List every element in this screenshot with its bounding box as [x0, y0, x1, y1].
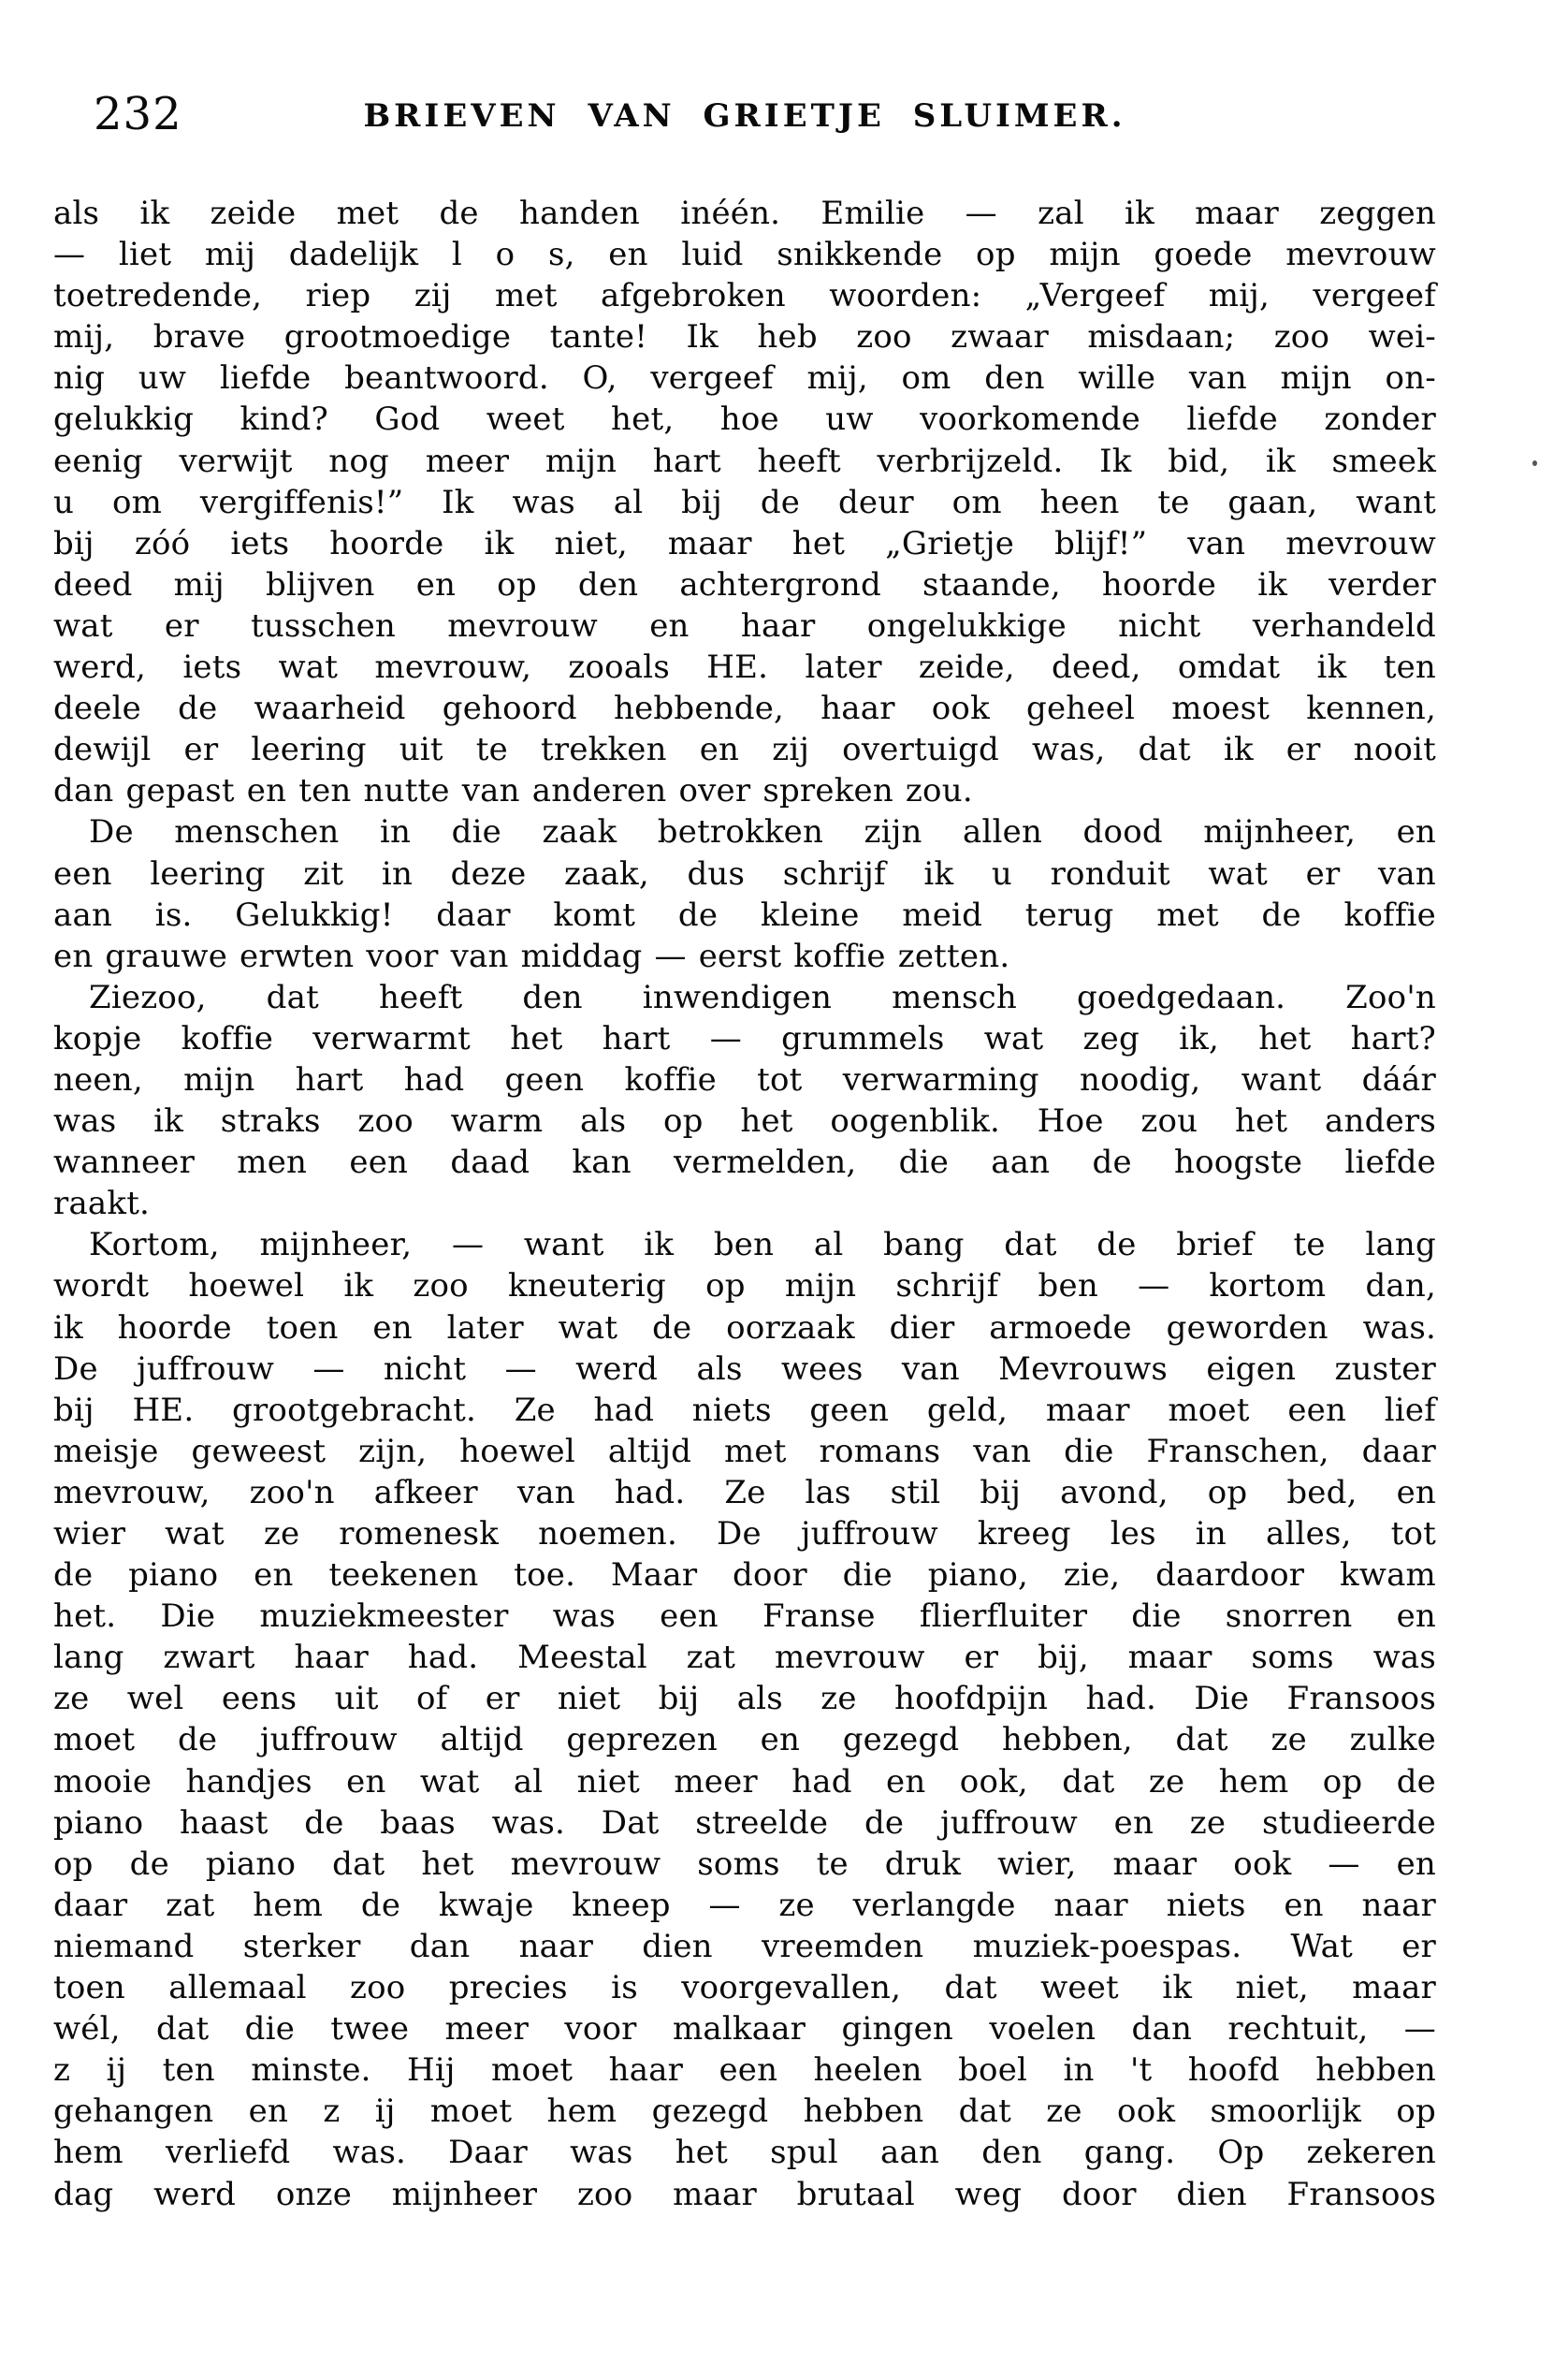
text-line: wordt hoewel ik zoo kneuterig op mijn schrijf ben — kortom dan,	[53, 1267, 1436, 1305]
text-line: mij, brave grootmoedige tante! Ik heb zoo zwaar misdaan; zoo wei-	[53, 318, 1436, 357]
text-line: wier wat ze romenesk noemen. De juffrouw kreeg les in alles, tot	[53, 1515, 1436, 1553]
text-line: raakt.	[53, 1185, 151, 1223]
text-line: z ij ten minste. Hij moet haar een heelen boel in 't hoofd hebben	[53, 2051, 1436, 2090]
text-line: De juffrouw — nicht — werd als wees van Mevrouws eigen zuster	[53, 1349, 1436, 1388]
running-header-title: BRIEVEN VAN GRIETJE SLUIMER.	[363, 97, 1126, 135]
text-line: was ik straks zoo warm als op het oogenblik. Hoe zou het anders	[53, 1102, 1436, 1141]
text-line: werd, iets wat mevrouw, zooals HE. later zeide, deed, omdat ik ten	[53, 649, 1436, 687]
text-line: wél, dat die twee meer voor malkaar gingen voelen dan rechtuit, —	[53, 2010, 1436, 2049]
text-line: eenig verwijt nog meer mijn hart heeft verbrijzeld. Ik bid, ik smeek	[53, 442, 1436, 480]
text-line: nig uw liefde beantwoord. O, vergeef mij, om den wille van mijn on-	[53, 359, 1436, 398]
text-line: dewijl er leering uit te trekken en zij overtuigd was, dat ik er nooit	[53, 731, 1436, 769]
text-line: deed mij blijven en op den achtergrond staande, hoorde ik verder	[53, 565, 1436, 604]
text-line: lang zwart haar had. Meestal zat mevrouw er bij, maar soms was	[53, 1639, 1436, 1677]
text-line: als ik zeide met de handen inéén. Emilie — zal ik maar zeggen	[53, 195, 1436, 232]
text-line: moet de juffrouw altijd geprezen en gezegd hebben, dat ze zulke	[53, 1721, 1436, 1759]
text-line: wanneer men een daad kan vermelden, die aan de hoogste liefde	[53, 1144, 1436, 1182]
text-line: wat er tusschen mevrouw en haar ongelukkige nicht verhandeld	[53, 606, 1436, 645]
page-text	[53, 193, 1436, 2215]
text-line: een leering zit in deze zaak, dus schrijf ik u ronduit wat er van	[53, 854, 1436, 893]
text-line: dan gepast en ten nutte van anderen over spreken zou.	[53, 772, 973, 810]
scan-speck	[1532, 460, 1537, 466]
text-line: Kortom, mijnheer, — want ik ben al bang dat de brief te lang	[89, 1226, 1436, 1264]
text-line: mooie handjes en wat al niet meer had en ook, dat ze hem op de	[53, 1762, 1436, 1801]
text-line: toen allemaal zoo precies is voorgevallen, dat weet ik niet, maar	[53, 1969, 1436, 2007]
text-line: mevrouw, zoo'n afkeer van had. Ze las stil bij avond, op bed, en	[53, 1473, 1436, 1511]
text-line: niemand sterker dan naar dien vreemden muziek-poespas. Wat er	[53, 1927, 1436, 1965]
text-line: dag werd onze mijnheer zoo maar brutaal weg door dien Fransoos	[53, 2175, 1436, 2213]
text-line: piano haast de baas was. Dat streelde de juffrouw en ze studieerde	[53, 1803, 1436, 1842]
text-line: bij zóó iets hoorde ik niet, maar het „Grietje blijf!” van mevrouw	[53, 524, 1436, 562]
text-line: aan is. Gelukkig! daar komt de kleine meid terug met de koffie	[53, 896, 1436, 934]
text-line: gelukkig kind? God weet het, hoe uw voorkomende liefde zonder	[53, 401, 1436, 439]
page-number: 232	[94, 88, 182, 140]
text-line: toetredende, riep zij met afgebroken woorden: „Vergeef mij, vergeef	[53, 277, 1436, 315]
text-line: hem verliefd was. Daar was het spul aan den gang. Op zekeren	[53, 2134, 1436, 2172]
text-line: De menschen in die zaak betrokken zijn allen dood mijnheer, en	[89, 813, 1436, 852]
text-line: kopje koffie verwarmt het hart — grummels wat zeg ik, het hart?	[53, 1019, 1436, 1057]
text-line: en grauwe erwten voor van middag — eerst koffie zetten.	[53, 937, 1010, 975]
text-line: gehangen en z ij moet hem gezegd hebben dat ze ook smoorlijk op	[53, 2093, 1436, 2131]
text-line: — liet mij dadelijk l o s, en luid snikkende op mijn goede mevrouw	[53, 236, 1436, 274]
text-line: ze wel eens uit of er niet bij als ze hoofdpijn had. Die Fransoos	[53, 1680, 1436, 1718]
text-line: daar zat hem de kwaje kneep — ze verlangde naar niets en naar	[53, 1886, 1436, 1924]
text-line: deele de waarheid gehoord hebbende, haar ook geheel moest kennen,	[53, 690, 1436, 728]
text-line: neen, mijn hart had geen koffie tot verwarming noodig, want dáár	[53, 1060, 1436, 1099]
text-line: het. Die muziekmeester was een Franse flierfluiter die snorren en	[53, 1597, 1436, 1636]
text-line: ik hoorde toen en later wat de oorzaak dier armoede geworden was.	[53, 1308, 1436, 1347]
text-line: Ziezoo, dat heeft den inwendigen mensch goedgedaan. Zoo'n	[89, 978, 1436, 1016]
text-line: de piano en teekenen toe. Maar door die piano, zie, daardoor kwam	[53, 1556, 1436, 1595]
text-line: u om vergiffenis!” Ik was al bij de deur om heen te gaan, want	[53, 483, 1436, 521]
text-line: op de piano dat het mevrouw soms te druk wier, maar ook — en	[53, 1845, 1436, 1883]
text-line: bij HE. grootgebracht. Ze had niets geen geld, maar moet een lief	[53, 1391, 1436, 1429]
text-line: meisje geweest zijn, hoewel altijd met romans van die Franschen, daar	[53, 1432, 1436, 1470]
